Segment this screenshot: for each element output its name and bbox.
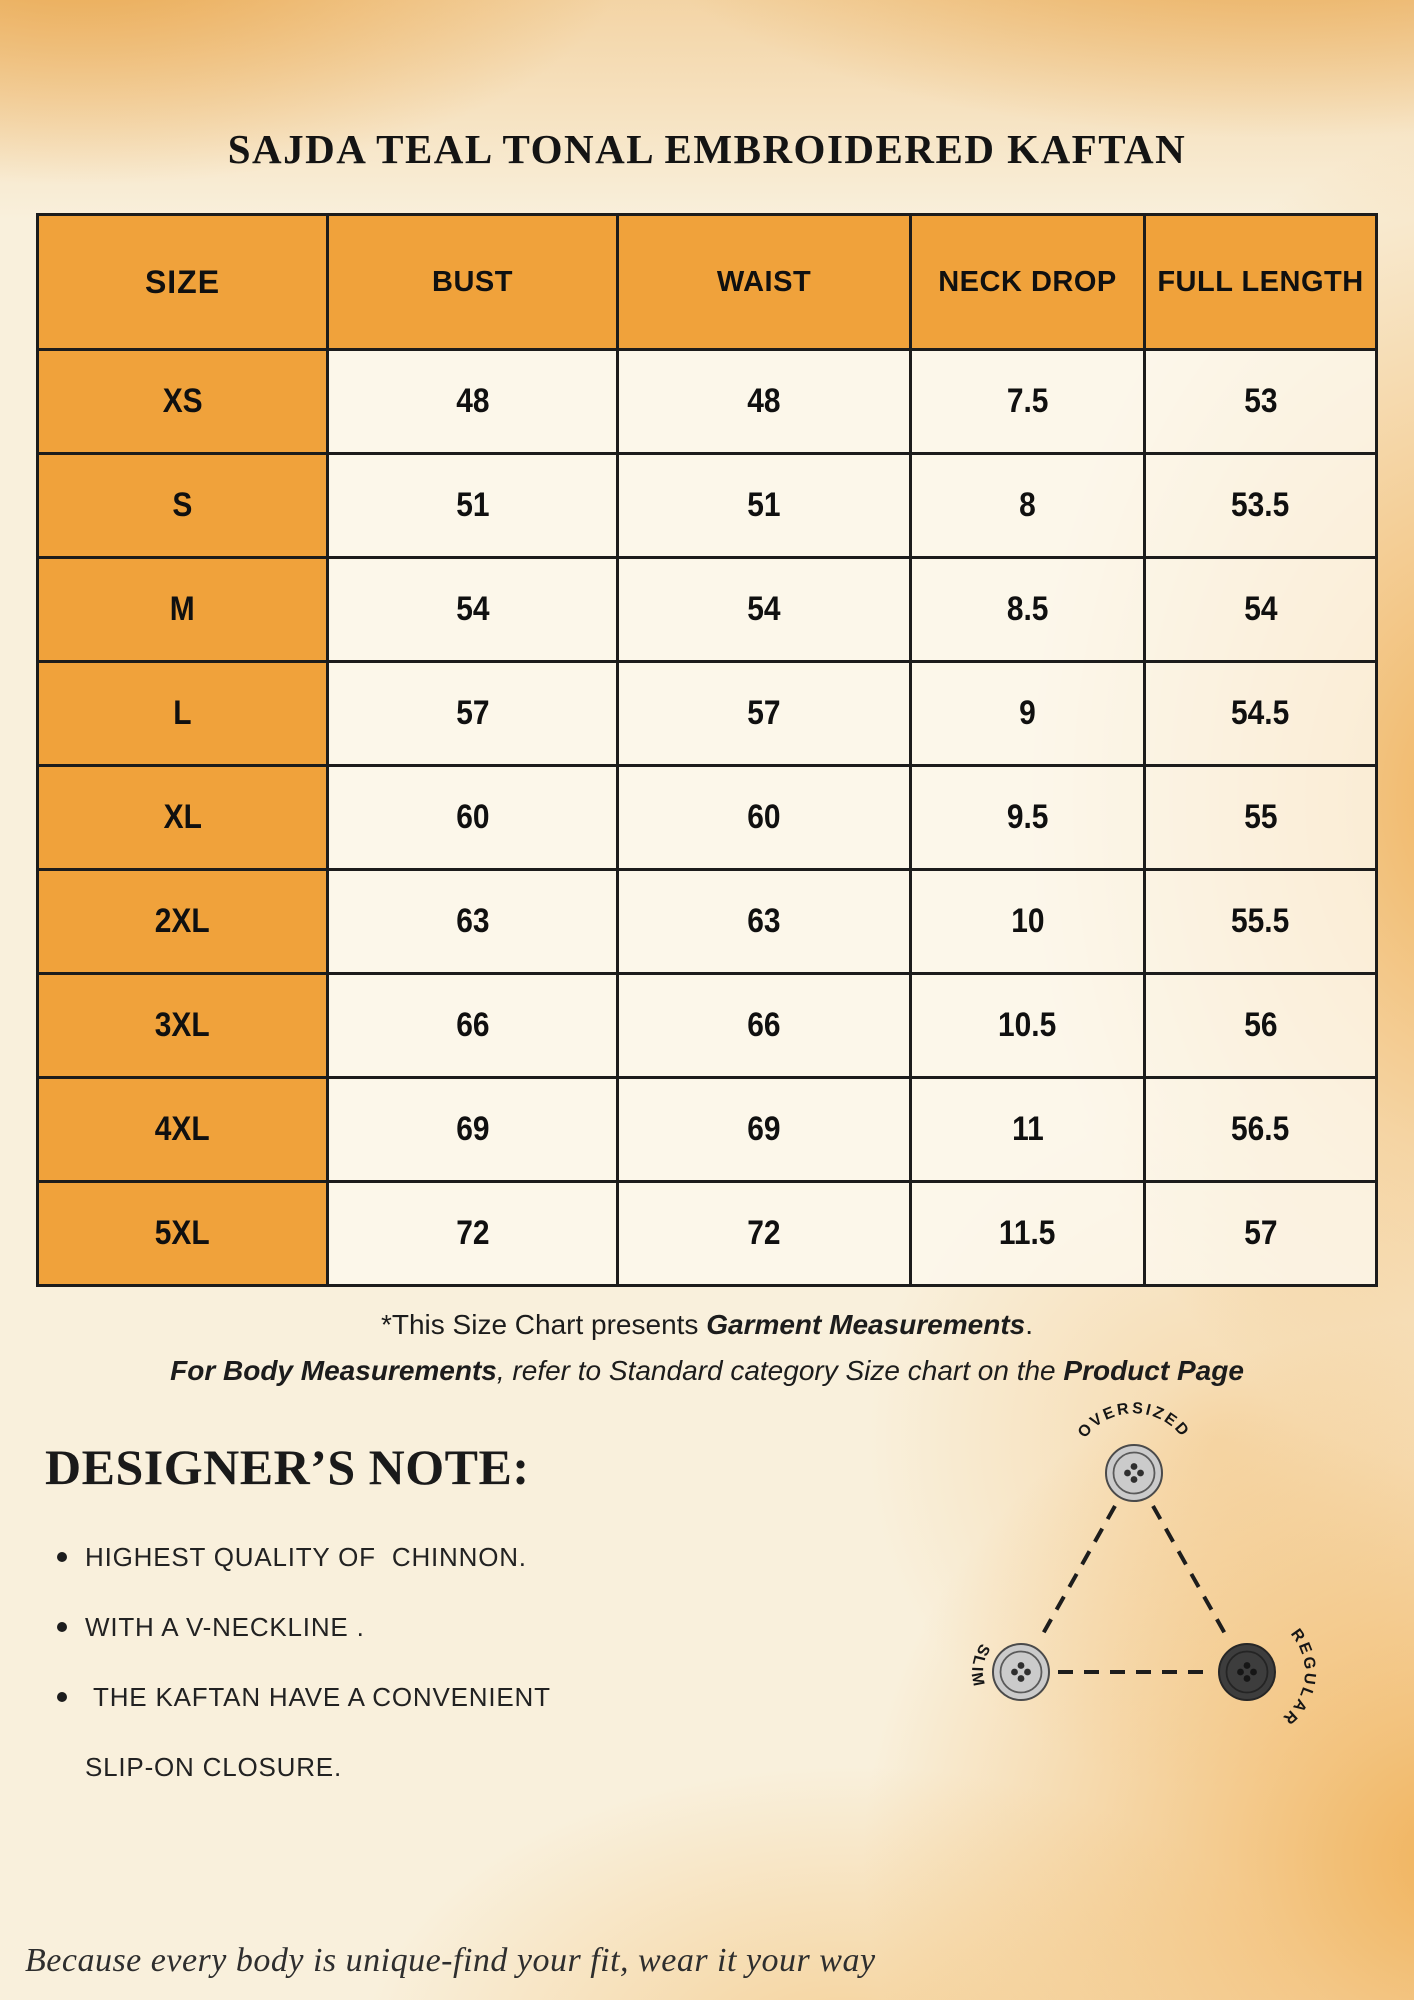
- size-cell: 5XL: [38, 1182, 328, 1286]
- value-cell: 54: [618, 558, 911, 662]
- designers-note-heading: DESIGNER’S NOTE:: [45, 1439, 530, 1495]
- designers-note-section: [45, 1438, 605, 1802]
- table-row: [38, 974, 1377, 1078]
- regular-button-icon: [1219, 1644, 1275, 1700]
- value-cell: 51: [328, 454, 618, 558]
- size-cell: XS: [38, 350, 328, 454]
- value-cell: 60: [618, 766, 911, 870]
- table-row: [38, 454, 1377, 558]
- value-cell: 54.5: [1145, 662, 1377, 766]
- value-cell: 63: [328, 870, 618, 974]
- slim-button-icon: [993, 1644, 1049, 1700]
- table-header-row: [38, 215, 1377, 350]
- value-cell: 56.5: [1145, 1078, 1377, 1182]
- table-row: [38, 1182, 1377, 1286]
- designer-bullet: THE KAFTAN HAVE A CONVENIENT SLIP-ON CLOSURE.: [45, 1662, 605, 1802]
- value-cell: 66: [618, 974, 911, 1078]
- value-cell: 54: [328, 558, 618, 662]
- column-header-size: SIZE: [38, 215, 328, 350]
- measurement-note: [0, 1302, 1414, 1394]
- value-cell: 55: [1145, 766, 1377, 870]
- value-cell: 48: [618, 350, 911, 454]
- value-cell: 54: [1145, 558, 1377, 662]
- size-cell: L: [38, 662, 328, 766]
- value-cell: 7.5: [911, 350, 1145, 454]
- column-header-waist: WAIST: [618, 215, 911, 350]
- column-header-neck-drop: NECK DROP: [911, 215, 1145, 350]
- value-cell: 55.5: [1145, 870, 1377, 974]
- value-cell: 66: [328, 974, 618, 1078]
- value-cell: 63: [618, 870, 911, 974]
- size-cell: M: [38, 558, 328, 662]
- value-cell: 9: [911, 662, 1145, 766]
- value-cell: 11.5: [911, 1182, 1145, 1286]
- dashed-line-oversized-regular: [1153, 1506, 1228, 1639]
- value-cell: 8.5: [911, 558, 1145, 662]
- oversized-button-icon: [1106, 1445, 1162, 1501]
- table-row: [38, 766, 1377, 870]
- value-cell: 57: [328, 662, 618, 766]
- table-row: [38, 662, 1377, 766]
- size-cell: S: [38, 454, 328, 558]
- table-row: [38, 350, 1377, 454]
- table-row: [38, 558, 1377, 662]
- value-cell: 72: [328, 1182, 618, 1286]
- tagline: Because every body is unique-find your fit, wear it your way: [25, 1942, 876, 1979]
- value-cell: 9.5: [911, 766, 1145, 870]
- fit-diagram: [930, 1390, 1370, 1750]
- value-cell: 69: [618, 1078, 911, 1182]
- value-cell: 69: [328, 1078, 618, 1182]
- value-cell: 57: [1145, 1182, 1377, 1286]
- oversized-label: OVERSIZED: [1074, 1400, 1194, 1442]
- value-cell: 10: [911, 870, 1145, 974]
- value-cell: 10.5: [911, 974, 1145, 1078]
- value-cell: 48: [328, 350, 618, 454]
- value-cell: 8: [911, 454, 1145, 558]
- size-cell: 2XL: [38, 870, 328, 974]
- value-cell: 60: [328, 766, 618, 870]
- value-cell: 72: [618, 1182, 911, 1286]
- table-row: [38, 1078, 1377, 1182]
- measurement-note-line2: For Body Measurements, refer to Standard category Size chart on the Product Page: [170, 1355, 1244, 1386]
- page-title: SAJDA TEAL TONAL EMBROIDERED KAFTAN: [227, 126, 1187, 173]
- value-cell: 57: [618, 662, 911, 766]
- measurement-note-line1: *This Size Chart presents Garment Measurements.: [380, 1309, 1034, 1340]
- value-cell: 51: [618, 454, 911, 558]
- size-cell: XL: [38, 766, 328, 870]
- value-cell: 11: [911, 1078, 1145, 1182]
- size-cell: 4XL: [38, 1078, 328, 1182]
- value-cell: 53.5: [1145, 454, 1377, 558]
- column-header-full-length: FULL LENGTH: [1145, 215, 1377, 350]
- value-cell: 56: [1145, 974, 1377, 1078]
- slim-label: SLIM: [967, 1640, 993, 1690]
- size-cell: 3XL: [38, 974, 328, 1078]
- designers-note-list: [45, 1522, 605, 1802]
- table-row: [38, 870, 1377, 974]
- size-chart-table: [36, 213, 1378, 1287]
- regular-label: REGULAR: [1278, 1625, 1319, 1729]
- dashed-line-oversized-slim: [1040, 1506, 1115, 1639]
- designer-bullet: HIGHEST QUALITY OF CHINNON.: [45, 1522, 605, 1592]
- column-header-bust: BUST: [328, 215, 618, 350]
- designer-bullet: WITH A V-NECKLINE .: [45, 1592, 605, 1662]
- value-cell: 53: [1145, 350, 1377, 454]
